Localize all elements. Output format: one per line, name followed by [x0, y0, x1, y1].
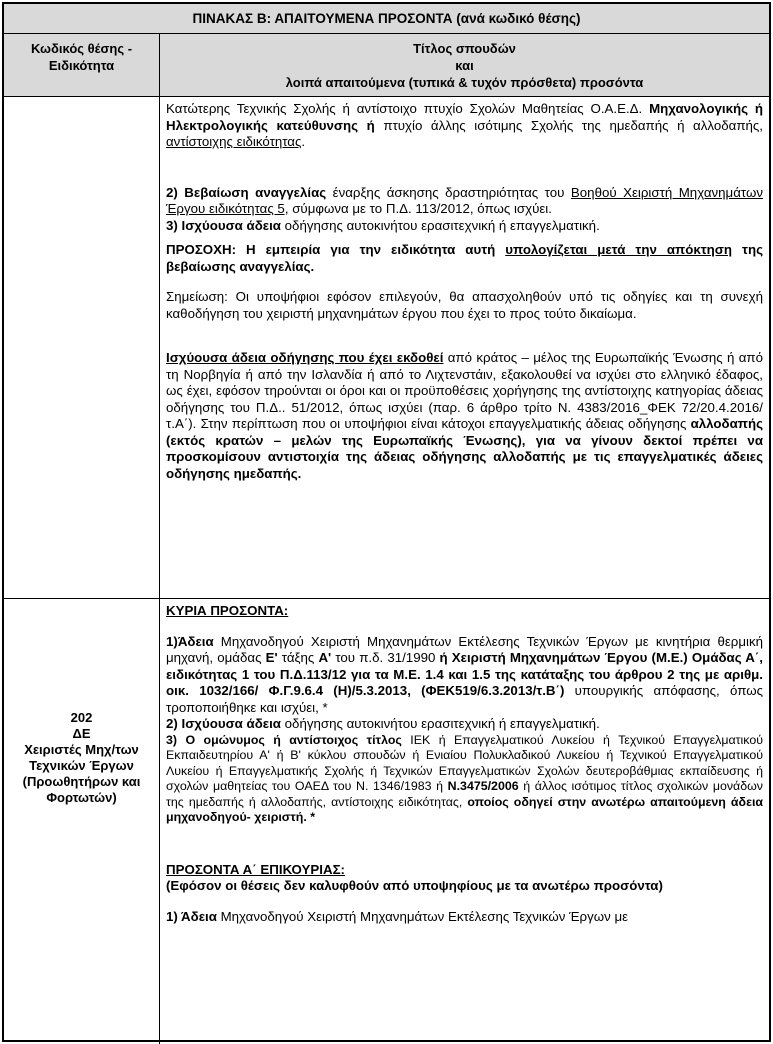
row1-para-license — [166, 218, 763, 235]
row2-para-operator-license — [166, 634, 763, 717]
header-col-code — [4, 40, 159, 74]
text-run: . — [301, 134, 306, 149]
text-run-bold: 2) Βεβαίωση αναγγελίας — [166, 184, 327, 200]
row-divider — [4, 598, 769, 599]
text-run-underlined: Βοηθού Χειριστή Μηχανημάτων Έργου ειδικότητας 5, — [166, 184, 763, 216]
text-run-bold: Α' — [318, 650, 332, 665]
row1-requirements — [166, 101, 763, 482]
row1-para-foreign-license — [166, 350, 763, 482]
requirements-table — [2, 2, 771, 1042]
text-run-bold: 1)Άδεια — [166, 633, 214, 649]
row2-para-title — [166, 733, 763, 826]
header-col-code-line1: Κωδικός θέσης - — [30, 41, 133, 56]
column-divider — [159, 34, 160, 1044]
position-code: 202 — [70, 710, 93, 725]
position-specialty-line1: Χειριστές Μηχ/των — [24, 742, 139, 757]
row2-para-driving-license — [166, 716, 763, 733]
header-col-req-line3: λοιπά απαιτούμενα (τυπικά & τυχόν πρόσθετα) προσόντα — [285, 75, 644, 90]
text-run-bold: οποίος οδηγεί στην ανωτέρω απαιτούμενη άδεια μηχανοδηγού- χειριστή. * — [166, 794, 764, 824]
text-run-bold: 3) Ισχύουσα άδεια — [166, 217, 281, 233]
text-run: πτυχίο άλλης ισότιμης Σχολής της ημεδαπής ή αλλοδαπής, — [374, 117, 763, 133]
text-run: οδήγησης αυτοκινήτου ερασιτεχνική ή επαγγελματική. — [280, 217, 600, 233]
text-run-bold: Ε' — [265, 650, 282, 665]
row1-para-note: Σημείωση: Οι υποψήφιοι εφόσον επιλεγούν, θα απασχοληθούν υπό τις οδηγίες και τη συνεχή καθοδήγηση του χειριστή μηχανημάτων έργου που έχει το προς τούτο δικαίωμα. — [166, 289, 763, 321]
text-run: Μηχανοδηγού Χειριστή Μηχανημάτων Εκτέλεσης Τεχνικών Έργων με κινητήρια θερμική μηχανή, ομάδας — [166, 633, 763, 665]
text-run: από κράτος – μέλος της Ευρωπαϊκής Ένωσης ή από τη Νορβηγία ή από την Ισλανδία ή από το Λιχτενστάιν, εξακολουθεί να ισχύει στο ελληνικό έδαφος, ως έχει, εφόσον τηρούνται οι όροι και οι προϋποθέσεις χορήγησης της αντίστοιχης κατηγορίας άδειας οδήγησης του Π.Δ.. 51/2012, όπως ισχύει (παρ. 6 άρθρο τρίτο Ν. 4383/2016_ΦΕΚ 72/20.4.2016/τ.Α΄). Στην περίπτωση που οι υποψήφιοι είναι κάτοχοι επαγγελματικής άδειας οδήγησης — [166, 350, 763, 431]
text-run-bold: ΠΡΟΣΟΧΗ: Η εμπειρία για την ειδικότητα αυτή — [166, 242, 506, 257]
text-run-bold: Μηχανολογικής ή Ηλεκτρολογικής κατεύθυνσης ή — [166, 101, 763, 133]
text-run: οδήγησης αυτοκινήτου ερασιτεχνική ή επαγγελματική. — [280, 716, 600, 731]
text-run: τάξης — [281, 650, 319, 665]
text-run-bold: της βεβαίωσης αναγγελίας. — [166, 242, 763, 274]
row2-para-aux-license — [166, 909, 763, 926]
position-level: ΔΕ — [72, 726, 91, 741]
text-run: σύμφωνα με το Π.Δ. 113/2012, όπως ισχύει. — [288, 201, 552, 216]
position-specialty-line2: Τεχνικών Έργων — [29, 758, 134, 773]
aux-qualifications-heading: ΠΡΟΣΟΝΤΑ Α΄ ΕΠΙΚΟΥΡΙΑΣ: — [166, 861, 345, 877]
position-specialty-line3: (Προωθητήρων και — [22, 774, 141, 789]
header-col-req-line1: Τίτλος σπουδών — [413, 41, 516, 56]
row1-para-attention — [166, 242, 763, 275]
text-run: έναρξης άσκησης δραστηριότητας του — [326, 184, 571, 200]
text-run: ΙΕΚ ή Επαγγελματικού Λυκείου ή Τεχνικού Επαγγελματικού Εκπαιδευτηρίου Α' ή Β' κύκλου σπουδών ή Ενιαίου Πολυκλαδικού Λυκείου ή Τεχνικού Επαγγελματικού Λυκείου ή Επαγγελματικής Σχολής ή Τεχνικών Επαγγελματικών Σχολών δευτεροβάθμιας εκπαίδευσης ή σχολών μαθητείας του ΟΑΕΔ του Ν. 1346/1983 ή — [166, 732, 763, 793]
main-qualifications-heading: ΚΥΡΙΑ ΠΡΟΣΟΝΤΑ: — [166, 603, 289, 618]
text-run-bold: Ν.3475/2006 — [447, 779, 519, 793]
header-col-requirements — [160, 40, 769, 91]
table-title: ΠΙΝΑΚΑΣ Β: ΑΠΑΙΤΟΥΜΕΝΑ ΠΡΟΣΟΝΤΑ (ανά κωδικό θέσης) — [4, 4, 769, 34]
header-col-req-line2: και — [455, 58, 474, 73]
text-run-bold-underlined: Ισχύουσα άδεια οδήγησης που έχει εκδοθεί — [166, 350, 444, 365]
row2-position-code — [4, 710, 159, 806]
text-run: Κατώτερης Τεχνικής Σχολής ή αντίστοιχο πτυχίο Σχολών Μαθητείας Ο.Α.Ε.Δ. — [166, 101, 650, 116]
text-run: υπουργικής απόφασης, όπως τροποποιήθηκε και ισχύει, * — [166, 683, 763, 715]
aux-qualifications-note: (Εφόσον οι θέσεις δεν καλυφθούν από υποψηφίους με τα ανωτέρω προσόντα) — [166, 878, 663, 893]
text-run-bold: 2) Ισχύουσα άδεια — [166, 716, 281, 731]
text-run: ή άλλος ισότιμος τίτλος σχολικών μονάδων της ημεδαπής ή αλλοδαπής, αντίστοιχης ειδικότητας, — [166, 779, 763, 809]
header-col-code-line2: Ειδικότητα — [48, 58, 115, 73]
text-run: του π.δ. 31/1990 — [331, 650, 440, 665]
text-run-bold: ή Χειριστή Μηχανημάτων Έργου (Μ.Ε.) Ομάδας Α΄, ειδικότητας 1 του Π.Δ.113/12 για τα Μ.Ε. 1.4 και 1.5 της κατάταξης του άρθρου 2 της με αριθμ. οικ. 1032/166/ Φ.Γ.9.6.4 (Η)/5.3.2013, (ΦΕΚ519/6.3.2013/τ.Β΄) — [166, 650, 764, 698]
text-run-bold: 1) Άδεια — [166, 908, 217, 924]
table-header-row — [4, 34, 769, 97]
text-run: Μηχανοδηγού Χειριστή Μηχανημάτων Εκτέλεσης Τεχνικών Έργων με — [216, 908, 629, 924]
text-run-underlined: αντίστοιχης ειδικότητας — [166, 134, 302, 149]
position-specialty-line4: Φορτωτών) — [46, 790, 117, 805]
text-run-bold: αλλοδαπής (εκτός κρατών – μελών της Ευρωπαϊκής Ένωσης), για να γίνουν δεκτοί πρέπει να προσκομίσουν αντιστοιχία της άδειας οδήγησης αλλοδαπής με τις επαγγελματικές άδειες οδήγησης ημεδαπής. — [166, 416, 763, 481]
text-run-bold: 3) Ο ομώνυμος ή αντίστοιχος τίτλος — [166, 732, 402, 747]
row2-requirements — [166, 603, 763, 925]
text-run-underlined: υπολογίζεται μετά την απόκτηση — [505, 242, 733, 257]
row1-para-certificate — [166, 185, 763, 218]
row1-para-education — [166, 101, 763, 151]
